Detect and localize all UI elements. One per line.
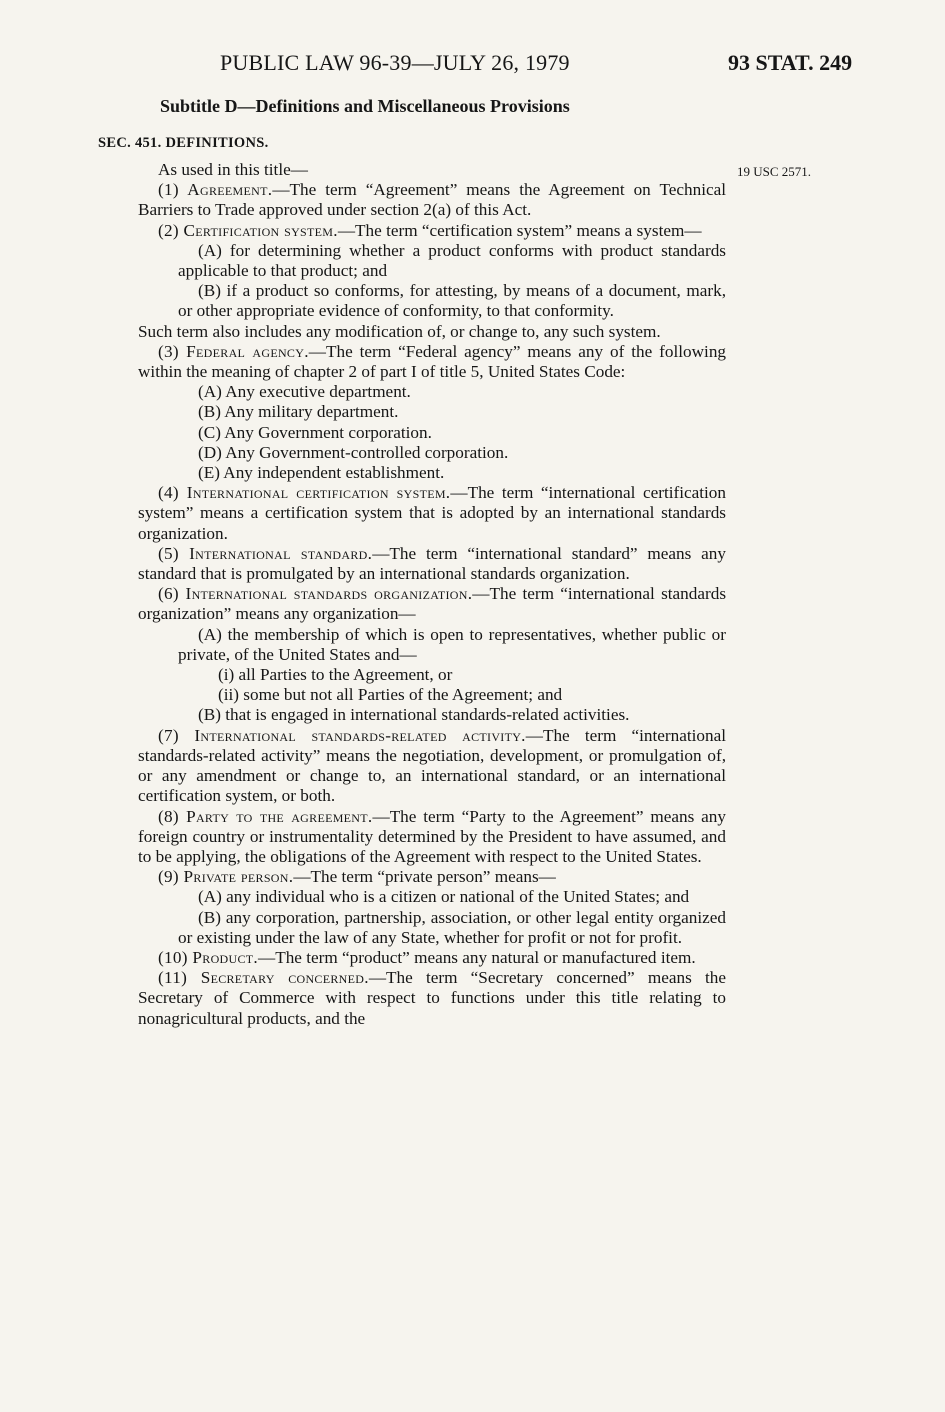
clause: (i) all Parties to the Agreement, or xyxy=(218,665,453,685)
subparagraph: (A) any individual who is a citizen or national of the United States; and xyxy=(198,887,690,907)
section-heading: SEC. 451. DEFINITIONS. xyxy=(98,135,269,151)
term-label: (4) International certification system. xyxy=(158,483,451,503)
term-label: (8) Party to the agreement. xyxy=(158,806,373,826)
definitions-body xyxy=(138,160,726,1029)
term-label: (3) Federal agency. xyxy=(158,341,309,361)
margin-citation: 19 USC 2571. xyxy=(737,164,812,179)
definition-certification-system: (2) Certification system.—The term “certification system” means a system— xyxy=(158,220,702,240)
term-label: (11) Secretary concerned. xyxy=(158,968,369,988)
term-label: (1) Agreement. xyxy=(158,180,273,200)
term-label: (5) International standard. xyxy=(158,543,373,563)
term-label: (10) Product. xyxy=(158,947,259,967)
subparagraph: (E) Any independent establishment. xyxy=(198,463,445,483)
intro-line: As used in this title— xyxy=(158,160,308,179)
term-label: (6) International standards organization. xyxy=(158,584,473,604)
definition-secretary-concerned: (11) Secretary concerned.—The term “Secretary concerned” means the Secretary of Commerce with respect to functions under this title relating to nonagricultural products, and the xyxy=(138,968,726,1028)
flush-text: Such term also includes any modification of, or change to, any such system. xyxy=(138,321,661,341)
subparagraph: (A) Any executive department. xyxy=(198,382,411,402)
subparagraph: (B) that is engaged in international standards-related activities. xyxy=(198,705,630,725)
subparagraph: (B) any corporation, partnership, association, or other legal entity organized or existing under the law of any State, whether for profit or not for profit. xyxy=(178,907,726,947)
definition-international-certification-system: (4) International certification system.—The term “international certification system” means a certification system that is adopted by an international standards organization. xyxy=(138,483,726,543)
term-label: (2) Certification system. xyxy=(158,220,338,240)
subparagraph: (B) if a product so conforms, for attesting, by means of a document, mark, or other appropriate evidence of conformity, to that conformity. xyxy=(178,281,726,321)
subtitle-heading: Subtitle D—Definitions and Miscellaneous Provisions xyxy=(160,96,570,116)
definition-international-standards-organization: (6) International standards organization.—The term “international standards organization” means any organization— xyxy=(138,584,727,624)
subparagraph: (D) Any Government-controlled corporation. xyxy=(198,442,509,462)
definition-federal-agency: (3) Federal agency.—The term “Federal agency” means any of the following within the meaning of chapter 2 of part I of title 5, United States Code: xyxy=(138,341,727,382)
subparagraph: (B) Any military department. xyxy=(198,402,399,422)
definition-agreement: (1) Agreement.—The term “Agreement” means the Agreement on Technical Barriers to Trade approved under section 2(a) of this Act. xyxy=(138,180,726,220)
definition-international-standard: (5) International standard.—The term “international standard” means any standard that is promulgated by an international standards organization. xyxy=(138,543,726,584)
definition-party-to-the-agreement: (8) Party to the agreement.—The term “Party to the Agreement” means any foreign country or instrumentality determined by the President to have assumed, and to be applying, the obligations of the Agreement with respect to the United States. xyxy=(138,806,726,866)
term-label: (7) International standards-related activity. xyxy=(158,725,526,745)
definition-international-standards-related-activity: (7) International standards-related activity.—The term “international standards-related activity” means the negotiation, development, or promulgation of, or any amendment or change to, an international standard, or an international certification system, or both. xyxy=(138,725,726,806)
term-label: (9) Private person. xyxy=(158,867,294,887)
statute-page-number: 93 STAT. 249 xyxy=(728,50,853,75)
definition-product: (10) Product.—The term “product” means any natural or manufactured item. xyxy=(158,947,696,967)
subparagraph: (A) the membership of which is open to representatives, whether public or private, of the United States and— xyxy=(178,624,726,664)
subparagraph: (A) for determining whether a product conforms with product standards applicable to that product; and xyxy=(178,240,726,281)
definition-private-person: (9) Private person.—The term “private person” means— xyxy=(158,867,556,887)
clause: (ii) some but not all Parties of the Agreement; and xyxy=(218,685,563,705)
subparagraph: (C) Any Government corporation. xyxy=(198,422,432,442)
running-header: PUBLIC LAW 96-39—JULY 26, 1979 xyxy=(220,50,570,75)
